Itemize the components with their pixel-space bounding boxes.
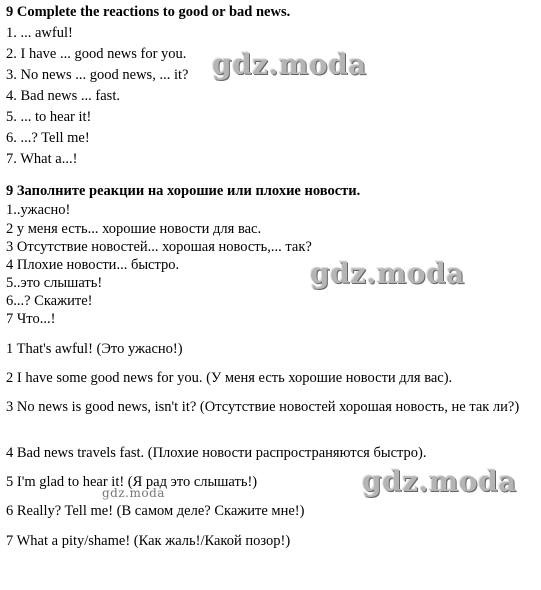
exercise-item-ru-3: 3 Отсутствие новостей... хорошая новость,... так? bbox=[6, 239, 312, 255]
exercise-item-ru-5: 5..это слышать! bbox=[6, 275, 103, 291]
exercise-item-ru-6: 6...? Скажите! bbox=[6, 293, 93, 309]
exercise-item-en-4: 4. Bad news ... fast. bbox=[6, 88, 120, 104]
exercise-item-ru-4: 4 Плохие новости... быстро. bbox=[6, 257, 180, 273]
exercise-title-ru: 9 Заполните реакции на хорошие или плохие новости. bbox=[6, 183, 361, 199]
answer-5: 5 I'm glad to hear it! (Я рад это слышать!) bbox=[6, 474, 258, 490]
exercise-item-ru-1: 1..ужасно! bbox=[6, 202, 71, 218]
watermark-logo-small: gdz.moda bbox=[102, 486, 165, 500]
watermark-logo-2: gdz.moda bbox=[310, 257, 465, 290]
answer-1: 1 That's awful! (Это ужасно!) bbox=[6, 341, 183, 357]
answer-2: 2 I have some good news for you. (У меня есть хорошие новости для вас). bbox=[6, 370, 453, 386]
exercise-item-en-7: 7. What a...! bbox=[6, 151, 78, 167]
exercise-item-en-5: 5. ... to hear it! bbox=[6, 109, 92, 125]
watermark-logo-1: gdz.moda bbox=[212, 48, 367, 81]
answer-3: 3 No news is good news, isn't it? (Отсутствие новостей хорошая новость, не так ли?) bbox=[6, 399, 520, 415]
answer-4: 4 Bad news travels fast. (Плохие новости распространяются быстро). bbox=[6, 445, 427, 461]
exercise-item-en-6: 6. ...? Tell me! bbox=[6, 130, 90, 146]
exercise-title-en: 9 Complete the reactions to good or bad news. bbox=[6, 4, 291, 20]
exercise-item-ru-7: 7 Что...! bbox=[6, 311, 56, 327]
exercise-item-ru-2: 2 у меня есть... хорошие новости для вас. bbox=[6, 221, 262, 237]
watermark-logo-3: gdz.moda bbox=[362, 465, 517, 498]
exercise-item-en-1: 1. ... awful! bbox=[6, 25, 73, 41]
answer-7: 7 What a pity/shame! (Как жаль!/Какой позор!) bbox=[6, 533, 291, 549]
exercise-item-en-3: 3. No news ... good news, ... it? bbox=[6, 67, 189, 83]
exercise-item-en-2: 2. I have ... good news for you. bbox=[6, 46, 187, 62]
answer-6: 6 Really? Tell me! (В самом деле? Скажите мне!) bbox=[6, 503, 305, 519]
